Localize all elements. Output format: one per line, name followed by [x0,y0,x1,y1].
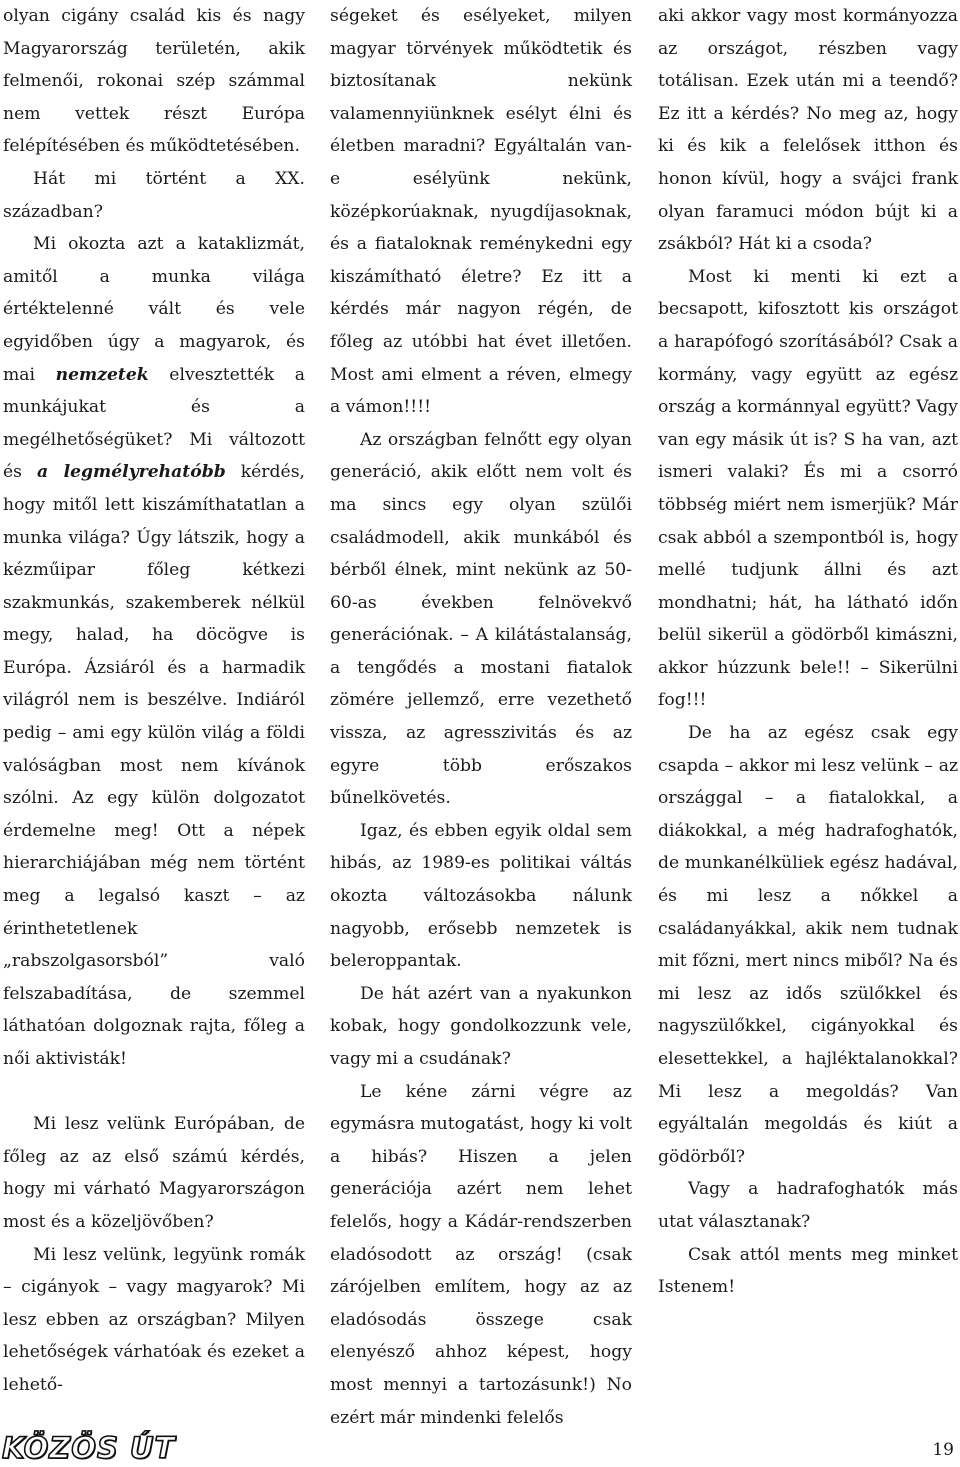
column-left [3,0,305,1402]
paragraph: Hát mi történt a XX. században? [3,168,305,222]
column-right [658,0,958,1304]
paragraph: De hát azért van a nyakunkon kobak, hogy gondolkozzunk vele, vagy mi a csudának? [330,983,632,1069]
paragraph: ségeket és esélyeket, milyen magyar törvények működtetik és biztosítanak nekünk valamennyiünknek esélyt élni és életben maradni? Egyáltalán van-e esélyünk nekünk, középkorúaknak, nyugdíjasoknak, és a fiataloknak reménykedni egy kiszámítható életre? Ez itt a kérdés már nagyon régén, de főleg az utóbbi hat évet illetően. Most ami elment a réven, elmegy a vámon!!!! [330,6,632,418]
paragraph: De ha az egész csak egy csapda – akkor mi lesz velünk – az országgal – a fiatalokkal, a diákokkal, a még hadrafoghatók, de munkanélküliek egész hadával, és mi lesz a nőkkel a családanyákkal, akik nem tudnak mit főzni, mert nincs miből? Na és mi lesz az idős szülőkkel és nagyszülőkkel, cigányokkal és elesettekkel, a hajléktalanokkal? Mi lesz a megoldás? Van egyáltalán megoldás és kiút a gödörből? [658,723,958,1167]
column-middle [330,0,632,1434]
paragraph: Most ki menti ki ezt a becsapott, kifosztott kis országot a harapófogó szorításából? Csak a kormány, vagy együtt az egész ország a kormánnyal együtt? Vagy van egy másik út is? S ha van, azt ismeri valaki? És mi a csorró többség miért nem ismerjük? Már csak abból a szempontból is, hogy mellé tudjunk állni és azt mondhatni; hát, ha látható időn belül sikerül a gödörből kimászni, akkor húzzunk bele!! – Sikerülni fog!!! [658,266,958,711]
page-number: 19 [932,1440,954,1460]
paragraph: Csak attól ments meg minket Istenem! [658,1244,958,1298]
paragraph-gap [3,1076,305,1109]
magazine-logo: KÖZÖS ÚT [2,1431,176,1465]
text-run: Mi okozta azt a kataklizmát, amitől a munka világa értéktelenné vált és vele egyidőben úgy a magyarok, és mai [3,234,305,385]
paragraph: Mi lesz velünk, legyünk romák – cigányok – vagy magyarok? Mi lesz ebben az országban? Milyen lehetőségek várhatóak és ezeket a lehető- [3,1244,305,1395]
paragraph [3,228,305,1075]
paragraph: Vagy a hadrafoghatók más utat választanak? [658,1179,958,1232]
paragraph: Az országban felnőtt egy olyan generáció, akik előtt nem volt és ma sincs egy olyan szülői családmodell, akik munkából és bérből élnek, mint nekünk az 50-60-as években felnövekvő generációnak. – A kilátástalanság, a tengődés a mostani fiatalok zömére jellemző, erre vezethető vissza, az agresszivitás és az egyre több erőszakos bűnelkövetés. [330,429,632,809]
paragraph: Le kéne zárni végre az egymásra mutogatást, hogy ki volt a hibás? Hiszen a jelen generációja azért nem lehet felelős, hogy a Kádár-rendszerben eladósodott az ország! (csak zárójelben említem, hogy az az eladósodás összege csak elenyésző ahhoz képest, hogy most mennyi a tartozásunk!) No ezért már mindenki felelős [330,1081,632,1428]
paragraph: Igaz, és ebben egyik oldal sem hibás, az 1989-es politikai váltás okozta változásokba nálunk nagyobb, erősebb nemzetek is beleroppantak. [330,820,632,972]
paragraph: Mi lesz velünk Európában, de főleg az az első számú kérdés, hogy mi várható Magyarországon most és a közeljövőben? [3,1114,305,1232]
text-run: elvesztették a munkájukat és a megélhetőségüket? Mi változott és [3,364,305,483]
paragraph: olyan cigány család kis és nagy Magyarország területén, akik felmenői, rokonai szép számmal nem vettek részt Európa felépítésében és működtetésében. [3,6,305,157]
emphasis: nemzetek [55,364,149,385]
text-run: kérdés, hogy mitől lett kiszámíthatatlan a munka világa? Úgy látszik, hogy a kézműipar főleg kétkezi szakmunkás, szakemberek nélkül megy, halad, ha döcögve is Európa. Ázsiáról és a harmadik világról nem is beszélve. Indiáról pedig – ami egy külön világ a földi valóságban most nem kívánok szólni. Az egy külön dolgozatot érdemelne meg! Ott a népek hierarchiájában még nem történt meg a legalsó kaszt – az érinthetetlenek „rabszolgasorsból” való felszabadítása, de szemmel láthatóan dolgoznak rajta, főleg a női aktivisták! [3,462,305,1069]
emphasis: a legmélyrehatóbb [36,462,226,483]
paragraph: aki akkor vagy most kormányozza az országot, részben vagy totálisan. Ezek után mi a teendő? Ez itt a kérdés? No meg az, hogy ki és kik a felelősek itthon és honon kívül, hogy a svájci frank olyan faramuci módon bújt ki a zsákból? Hát ki a csoda? [658,6,958,255]
